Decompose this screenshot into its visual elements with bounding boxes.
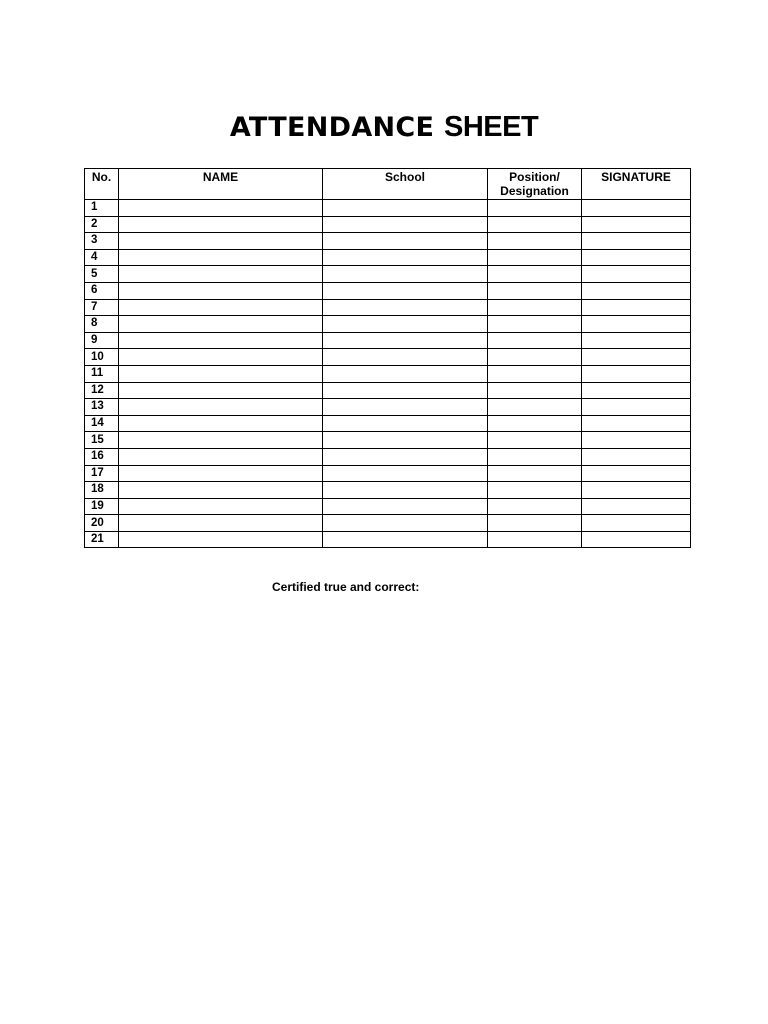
- header-position-line2: Designation: [500, 184, 569, 198]
- table-body: [85, 200, 691, 548]
- position-cell[interactable]: [488, 432, 582, 449]
- school-cell[interactable]: [323, 233, 488, 250]
- row-number: 19: [85, 498, 119, 515]
- signature-cell[interactable]: [582, 266, 691, 283]
- position-cell[interactable]: [488, 332, 582, 349]
- signature-cell[interactable]: [582, 432, 691, 449]
- name-cell[interactable]: [119, 349, 323, 366]
- row-number: 13: [85, 399, 119, 416]
- school-cell[interactable]: [323, 316, 488, 333]
- row-number: 6: [85, 282, 119, 299]
- name-cell[interactable]: [119, 465, 323, 482]
- position-cell[interactable]: [488, 200, 582, 217]
- signature-cell[interactable]: [582, 482, 691, 499]
- name-cell[interactable]: [119, 216, 323, 233]
- position-cell[interactable]: [488, 515, 582, 532]
- name-cell[interactable]: [119, 432, 323, 449]
- school-cell[interactable]: [323, 415, 488, 432]
- school-cell[interactable]: [323, 482, 488, 499]
- school-cell[interactable]: [323, 299, 488, 316]
- position-cell[interactable]: [488, 382, 582, 399]
- table-row: [85, 249, 691, 266]
- school-cell[interactable]: [323, 382, 488, 399]
- position-cell[interactable]: [488, 299, 582, 316]
- name-cell[interactable]: [119, 482, 323, 499]
- position-cell[interactable]: [488, 415, 582, 432]
- table-row: [85, 465, 691, 482]
- position-cell[interactable]: [488, 482, 582, 499]
- row-number: 16: [85, 448, 119, 465]
- signature-cell[interactable]: [582, 399, 691, 416]
- school-cell[interactable]: [323, 432, 488, 449]
- name-cell[interactable]: [119, 299, 323, 316]
- table-row: [85, 349, 691, 366]
- header-position: [488, 169, 582, 200]
- name-cell[interactable]: [119, 515, 323, 532]
- table-row: [85, 531, 691, 548]
- table-row: [85, 282, 691, 299]
- table-row: [85, 399, 691, 416]
- school-cell[interactable]: [323, 332, 488, 349]
- title-part-sheet: SHEET: [443, 111, 539, 143]
- table-row: [85, 233, 691, 250]
- school-cell[interactable]: [323, 266, 488, 283]
- position-cell[interactable]: [488, 282, 582, 299]
- header-signature: SIGNATURE: [582, 169, 691, 200]
- header-no: No.: [85, 169, 119, 200]
- name-cell[interactable]: [119, 249, 323, 266]
- signature-cell[interactable]: [582, 382, 691, 399]
- school-cell[interactable]: [323, 531, 488, 548]
- row-number: 17: [85, 465, 119, 482]
- row-number: 10: [85, 349, 119, 366]
- position-cell[interactable]: [488, 266, 582, 283]
- attendance-table: [84, 168, 691, 548]
- signature-cell[interactable]: [582, 415, 691, 432]
- signature-cell[interactable]: [582, 349, 691, 366]
- table-row: [85, 332, 691, 349]
- row-number: 4: [85, 249, 119, 266]
- title-part-attendance: ATTENDANCE: [229, 112, 444, 143]
- row-number: 2: [85, 216, 119, 233]
- signature-cell[interactable]: [582, 249, 691, 266]
- school-cell[interactable]: [323, 399, 488, 416]
- school-cell[interactable]: [323, 465, 488, 482]
- signature-cell[interactable]: [582, 515, 691, 532]
- position-cell[interactable]: [488, 465, 582, 482]
- name-cell[interactable]: [119, 332, 323, 349]
- signature-cell[interactable]: [582, 448, 691, 465]
- table-row: [85, 200, 691, 217]
- table-row: [85, 266, 691, 283]
- name-cell[interactable]: [119, 382, 323, 399]
- position-cell[interactable]: [488, 349, 582, 366]
- name-cell[interactable]: [119, 200, 323, 217]
- row-number: 14: [85, 415, 119, 432]
- certified-label: Certified true and correct:: [272, 580, 420, 594]
- name-cell[interactable]: [119, 233, 323, 250]
- position-cell[interactable]: [488, 249, 582, 266]
- signature-cell[interactable]: [582, 200, 691, 217]
- row-number: 20: [85, 515, 119, 532]
- table-header-row: [85, 169, 691, 200]
- table-row: [85, 382, 691, 399]
- school-cell[interactable]: [323, 515, 488, 532]
- signature-cell[interactable]: [582, 531, 691, 548]
- position-cell[interactable]: [488, 498, 582, 515]
- table-row: [85, 365, 691, 382]
- row-number: 15: [85, 432, 119, 449]
- signature-cell[interactable]: [582, 332, 691, 349]
- position-cell[interactable]: [488, 216, 582, 233]
- name-cell[interactable]: [119, 266, 323, 283]
- signature-cell[interactable]: [582, 465, 691, 482]
- name-cell[interactable]: [119, 415, 323, 432]
- position-cell[interactable]: [488, 399, 582, 416]
- position-cell[interactable]: [488, 316, 582, 333]
- table-row: [85, 498, 691, 515]
- row-number: 11: [85, 365, 119, 382]
- row-number: 8: [85, 316, 119, 333]
- name-cell[interactable]: [119, 448, 323, 465]
- table-row: [85, 515, 691, 532]
- table-row: [85, 216, 691, 233]
- row-number: 21: [85, 531, 119, 548]
- row-number: 12: [85, 382, 119, 399]
- name-cell[interactable]: [119, 316, 323, 333]
- header-position-line1: Position/: [509, 170, 560, 184]
- row-number: 1: [85, 200, 119, 217]
- signature-cell[interactable]: [582, 316, 691, 333]
- name-cell[interactable]: [119, 365, 323, 382]
- table-row: [85, 482, 691, 499]
- school-cell[interactable]: [323, 282, 488, 299]
- school-cell[interactable]: [323, 216, 488, 233]
- table-row: [85, 299, 691, 316]
- row-number: 9: [85, 332, 119, 349]
- position-cell[interactable]: [488, 233, 582, 250]
- name-cell[interactable]: [119, 531, 323, 548]
- table-row: [85, 448, 691, 465]
- signature-cell[interactable]: [582, 365, 691, 382]
- header-name: NAME: [119, 169, 323, 200]
- name-cell[interactable]: [119, 498, 323, 515]
- name-cell[interactable]: [119, 399, 323, 416]
- table-row: [85, 432, 691, 449]
- signature-cell[interactable]: [582, 216, 691, 233]
- school-cell[interactable]: [323, 349, 488, 366]
- position-cell[interactable]: [488, 365, 582, 382]
- table-row: [85, 316, 691, 333]
- page-title: [0, 108, 768, 147]
- school-cell[interactable]: [323, 200, 488, 217]
- signature-cell[interactable]: [582, 233, 691, 250]
- header-school: School: [323, 169, 488, 200]
- school-cell[interactable]: [323, 448, 488, 465]
- row-number: 7: [85, 299, 119, 316]
- school-cell[interactable]: [323, 498, 488, 515]
- row-number: 5: [85, 266, 119, 283]
- school-cell[interactable]: [323, 249, 488, 266]
- position-cell[interactable]: [488, 448, 582, 465]
- position-cell[interactable]: [488, 531, 582, 548]
- signature-cell[interactable]: [582, 498, 691, 515]
- name-cell[interactable]: [119, 282, 323, 299]
- school-cell[interactable]: [323, 365, 488, 382]
- signature-cell[interactable]: [582, 299, 691, 316]
- table-row: [85, 415, 691, 432]
- row-number: 18: [85, 482, 119, 499]
- signature-cell[interactable]: [582, 282, 691, 299]
- row-number: 3: [85, 233, 119, 250]
